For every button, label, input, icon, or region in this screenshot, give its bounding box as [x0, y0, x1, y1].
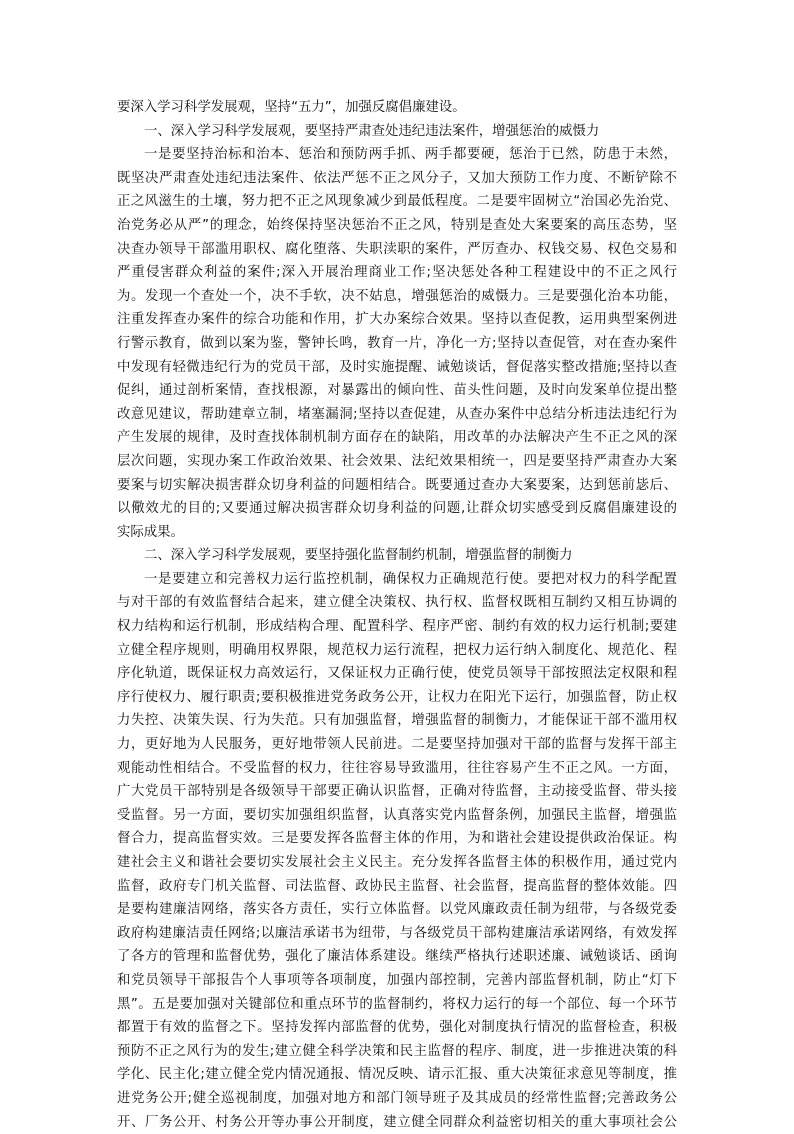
text-line: 以儆效尤的目的;又要通过解决损害群众切身利益的问题,让群众切实感受到反腐倡廉建设的 — [117, 501, 677, 517]
text-line: 受监督。另一方面，要切实加强组织监督，认真落实党内监督条例，加强民主监督，增强监 — [117, 807, 677, 823]
text-line: 了各方的管理和监督优势，强化了廉洁体系建设。继续严格执行述职述廉、诫勉谈话、函询 — [117, 949, 677, 965]
text-line: 开、厂务公开、村务公开等办事公开制度，建立健全同群众利益密切相关的重大事项社会公 — [117, 1114, 677, 1130]
document-page — [117, 96, 677, 1134]
text-line: 注重发挥查办案件的综合功能和作用，扩大办案综合效果。坚持以查促教，运用典型案例进 — [117, 312, 677, 328]
text-line: 正之风滋生的土壤，努力把不正之风现象减少到最低程度。二是要牢固树立“治国必先治党、 — [117, 194, 677, 210]
text-line: 改意见建议，帮助建章立制，堵塞漏洞;坚持以查促建，从查办案件中总结分析违法违纪行为 — [117, 406, 677, 422]
text-line: 层次问题，实现办案工作政治效果、社会效果、法纪效果相统一，四是要坚持严肃查办大案 — [117, 453, 677, 469]
text-line: 治党务必从严”的理念，始终保持坚决惩治不正之风，特别是查处大案要案的高压态势，坚 — [117, 217, 677, 233]
text-line: 广大党员干部特别是各级领导干部要正确认识监督，正确对待监督，主动接受监督、带头接 — [117, 784, 677, 800]
text-line: 为。发现一个查处一个，决不手软，决不姑息，增强惩治的威慑力。三是要强化治本功能， — [117, 288, 677, 304]
text-line: 力，更好地为人民服务，更好地带领人民前进。二是要坚持加强对干部的监督与发挥干部主 — [117, 737, 677, 753]
text-line: 促纠，通过剖析案情，查找根源，对暴露出的倾向性、苗头性问题，及时向发案单位提出整 — [117, 383, 677, 399]
text-line: 和党员领导干部报告个人事项等各项制度，加强内部控制，完善内部监督机制，防止“灯下 — [117, 972, 677, 988]
text-line: 既坚决严肃查处违纪违法案件、依法严惩不正之风分子，又加大预防工作力度、不断铲除不 — [117, 170, 677, 186]
text-line: 一是要建立和完善权力运行监控机制，确保权力正确规范行使。要把对权力的科学配置 — [144, 571, 677, 587]
text-line: 督合力，提高监督实效。三是要发挥各监督主体的作用，为和谐社会建设提供政治保证。构 — [117, 831, 677, 847]
text-line: 产生发展的规律，及时查找体制机制方面存在的缺陷，用改革的办法解决产生不正之风的深 — [117, 430, 677, 446]
text-line: 黑”。五是要加强对关键部位和重点环节的监督制约，将权力运行的每一个部位、每一个环节 — [117, 996, 677, 1012]
text-line: 要深入学习科学发展观，坚持“五力”，加强反腐倡廉建设。 — [117, 100, 466, 115]
text-line: 要案与切实解决损害群众切身利益的问题相结合。既要通过查办大案要案，达到惩前毖后、 — [117, 477, 677, 493]
text-line: 观能动性相结合。不受监督的权力，往往容易导致滥用，往往容易产生不正之风。一方面， — [117, 760, 677, 776]
text-line: 立健全程序规则，明确用权界限，规范权力运行流程，把权力运行纳入制度化、规范化、程 — [117, 642, 677, 658]
text-line: 严重侵害群众利益的案件;深入开展治理商业工作;坚决惩处各种工程建设中的不正之风行 — [117, 265, 677, 281]
text-line: 建社会主义和谐社会要切实发展社会主义民主。充分发挥各监督主体的积极作用，通过党内 — [117, 855, 677, 870]
text-line: 预防不正之风行为的发生;建立健全科学决策和民主监督的程序、制度，进一步推进决策的科 — [117, 1043, 677, 1059]
text-line: 序化轨道，既保证权力高效运行，又保证权力正确行使，使党员领导干部按照法定权限和程 — [117, 666, 677, 682]
text-line: 是要构建廉洁网络，落实各方责任，实行立体监督。以党风廉政责任制为纽带，与各级党委 — [117, 902, 677, 918]
text-line: 一是要坚持治标和治本、惩治和预防两手抓、两手都要硬，惩治于已然，防患于未然， — [144, 147, 677, 163]
text-line: 序行使权力、履行职责;要积极推进党务政务公开，让权力在阳光下运行，加强监督，防止权 — [117, 689, 677, 705]
text-line: 二、深入学习科学发展观，要坚持强化监督制约机制，增强监督的制衡力 — [144, 548, 573, 564]
text-line: 监督，政府专门机关监督、司法监督、政协民主监督、社会监督，提高监督的整体效能。四 — [117, 878, 677, 894]
text-line: 实际成果。 — [117, 524, 184, 540]
text-line: 中发现有轻微违纪行为的党员干部，及时实施提醒、诫勉谈话，督促落实整改措施;坚持以查 — [117, 359, 677, 375]
text-line: 学化、民主化;建立健全党内情况通报、情况反映、请示汇报、重大决策征求意见等制度，推 — [117, 1067, 677, 1083]
text-line: 政府构建廉洁责任网络;以廉洁承诺书为纽带，与各级党员干部构建廉洁承诺网络，有效发挥 — [117, 925, 677, 941]
text-line: 权力结构和运行机制，形成结构合理、配置科学、程序严密、制约有效的权力运行机制;要建 — [117, 619, 677, 635]
text-line: 与对干部的有效监督结合起来，建立健全决策权、执行权、监督权既相互制约又相互协调的 — [117, 595, 677, 611]
text-line: 决查办领导干部滥用职权、腐化堕落、失职渎职的案件，严厉查办、权钱交易、权色交易和 — [117, 241, 677, 257]
text-line: 都置于有效的监督之下。坚持发挥内部监督的优势，强化对制度执行情况的监督检查，积极 — [117, 1020, 677, 1036]
text-line: 一、深入学习科学发展观，要坚持严肃查处违纪违法案件，增强惩治的威慑力 — [144, 123, 600, 139]
text-line: 力失控、决策失误、行为失范。只有加强监督，增强监督的制衡力，才能保证干部不滥用权 — [117, 713, 677, 729]
text-line: 进党务公开;健全巡视制度，加强对地方和部门领导班子及其成员的经常性监督;完善政务公 — [117, 1090, 677, 1106]
text-line: 行警示教育，做到以案为鉴，警钟长鸣，教育一片，净化一方;坚持以查促管，对在查办案件 — [117, 335, 677, 351]
